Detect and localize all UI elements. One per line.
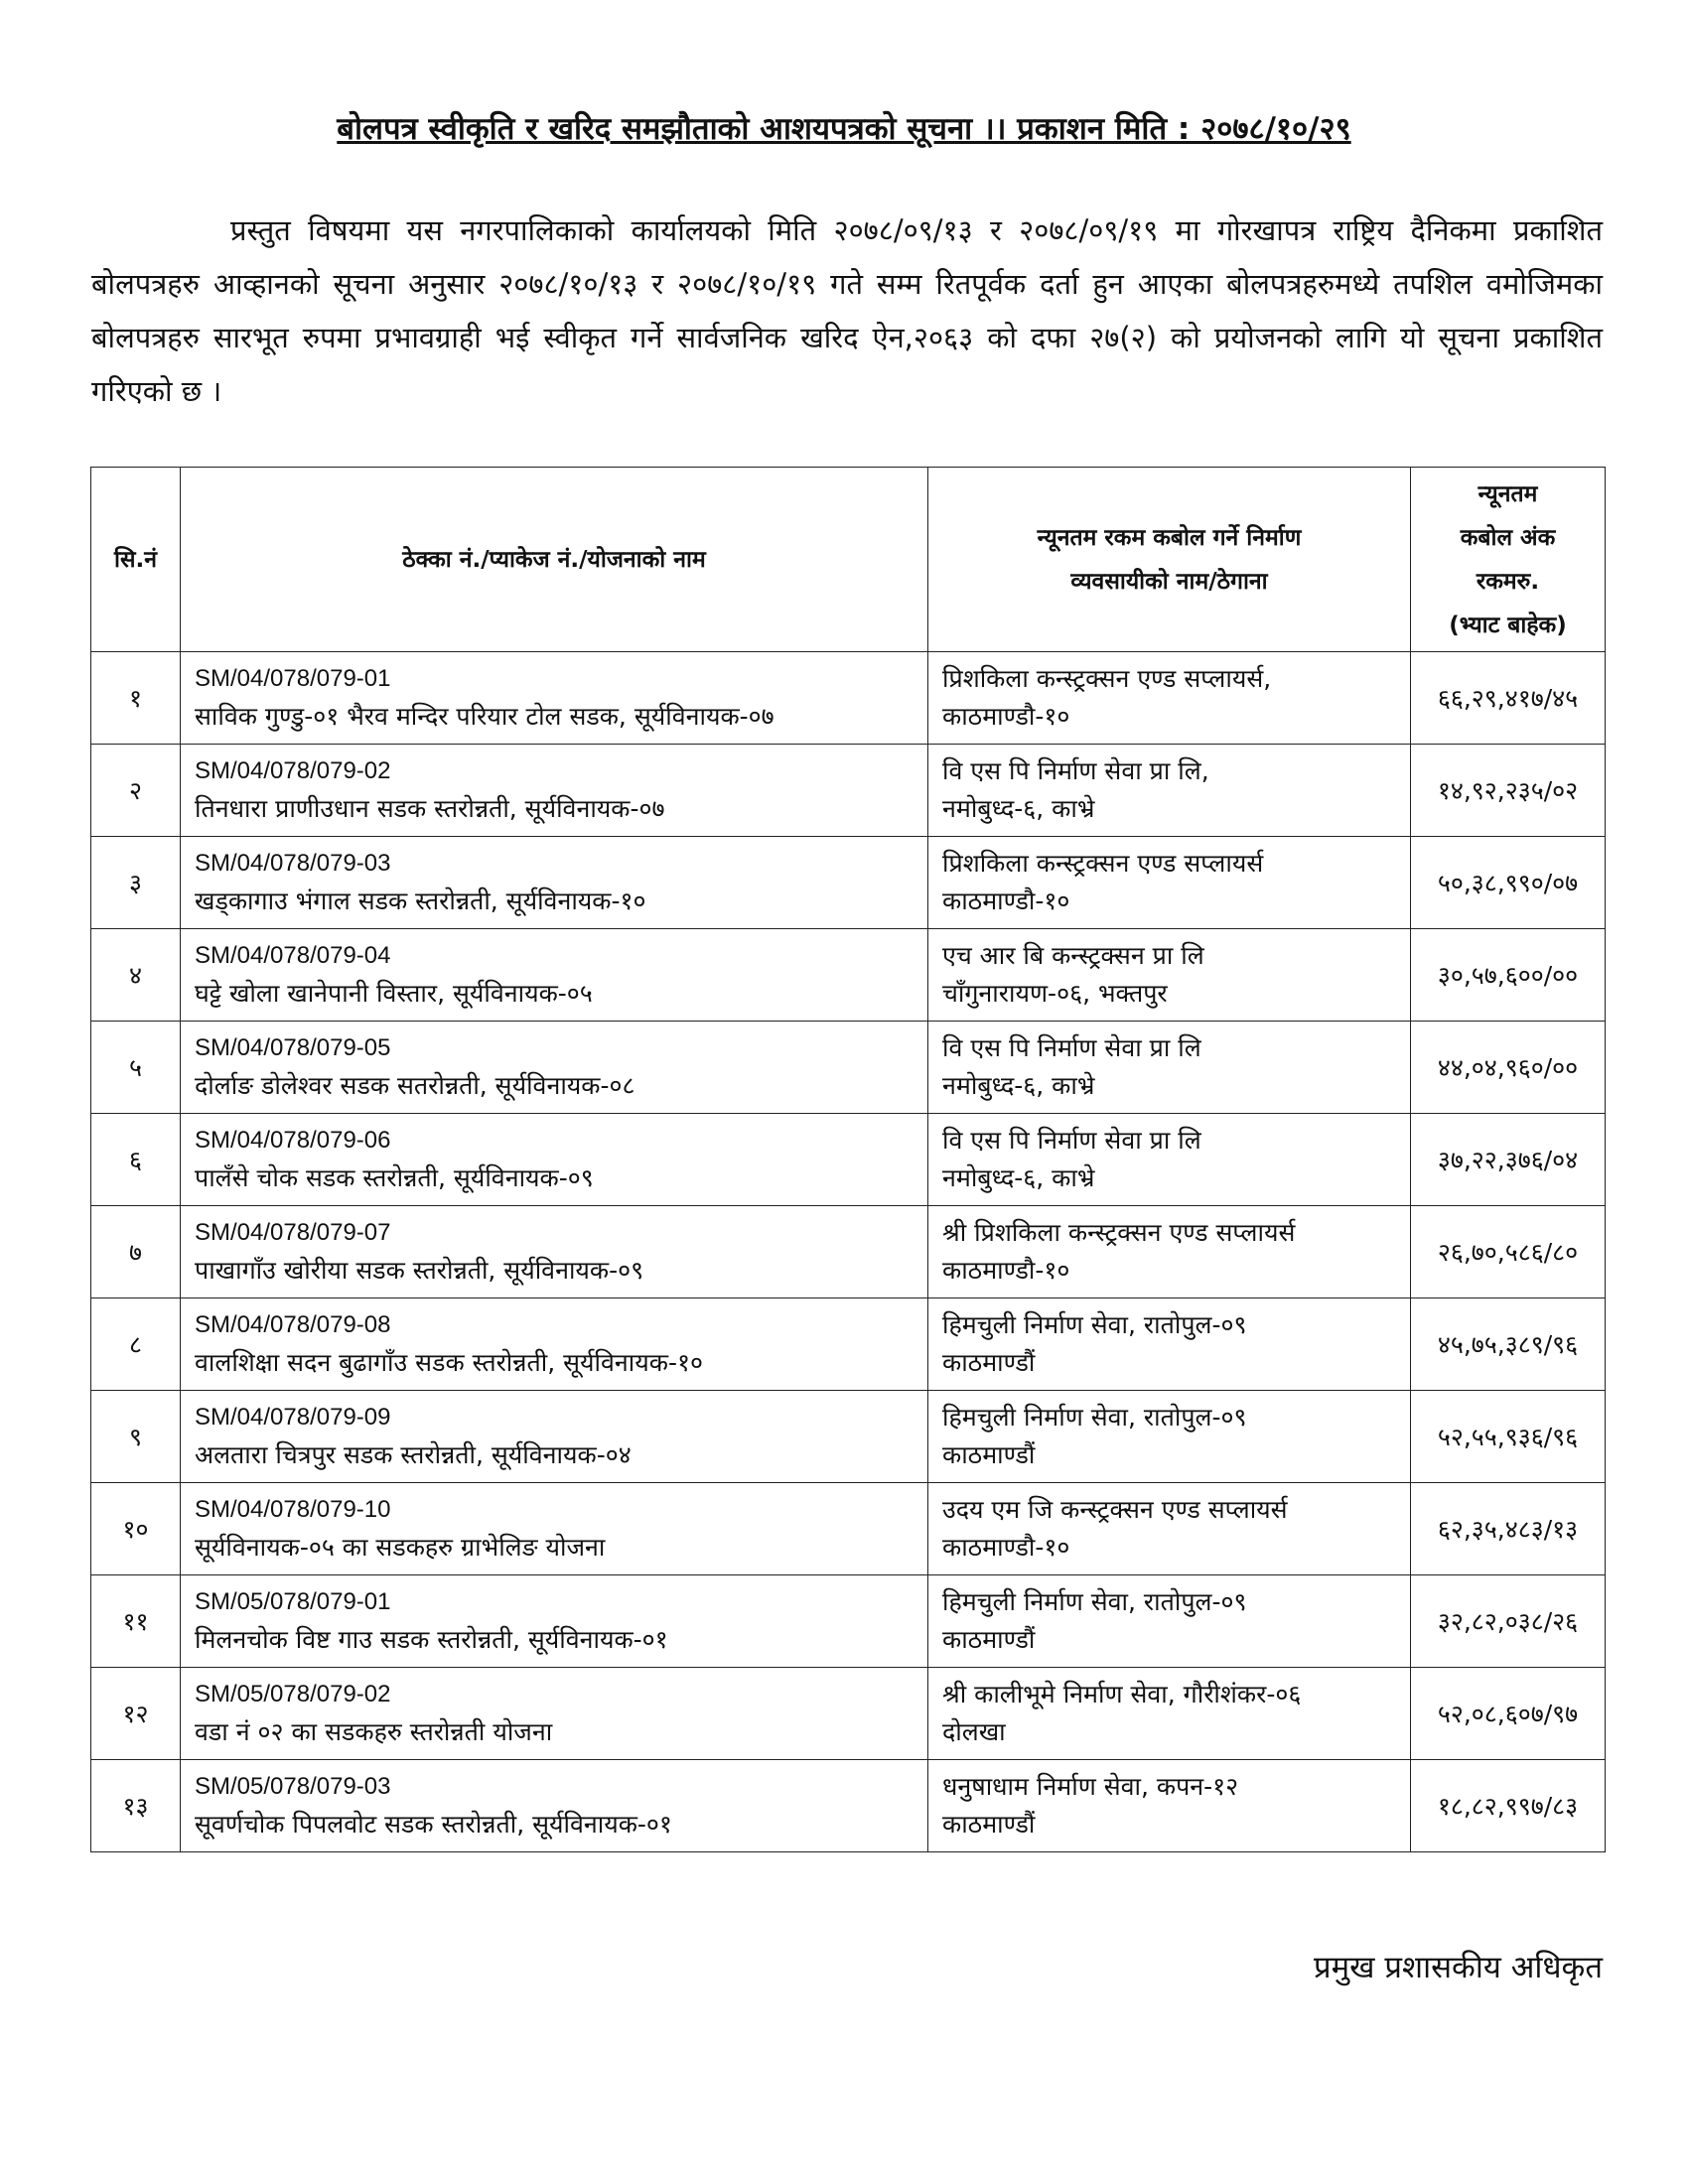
contractor-cell <box>928 929 1411 1022</box>
contractor-address: काठमाण्डौं <box>942 1440 1036 1469</box>
project-name: वडा नं ०२ का सडकहरु स्तरोन्नती योजना <box>195 1717 553 1746</box>
contractor-name: श्री प्रिशकिला कन्स्ट्रक्सन एण्ड सप्लायर्स <box>942 1218 1296 1247</box>
contract-code: SM/04/078/079-06 <box>195 1127 391 1154</box>
project-name: सूवर्णचोक पिपलवोट सडक स्तरोन्नती, सूर्यविनायक-०१ <box>195 1810 672 1839</box>
bid-amount-cell: १८,८२,९९७/८३ <box>1411 1760 1606 1852</box>
header-amount-line1: न्यूनतम <box>1477 480 1538 507</box>
bid-amount-cell: १४,९२,२३५/०२ <box>1411 745 1606 837</box>
table-row <box>91 1391 1606 1483</box>
project-name: पाखागाँउ खोरीया सडक स्तरोन्नती, सूर्यविनायक-०९ <box>195 1256 644 1285</box>
contract-code: SM/05/078/079-01 <box>195 1588 391 1615</box>
contractor-cell <box>928 837 1411 929</box>
project-name: दोर्लाङ डोलेश्वर सडक सतरोन्नती, सूर्यविनायक-०८ <box>195 1071 635 1100</box>
project-cell <box>181 652 928 745</box>
serial-number-cell: ११ <box>91 1575 181 1668</box>
table-row <box>91 1298 1606 1391</box>
header-contractor-line2: व्यवसायीको नाम/ठेगाना <box>1070 568 1268 595</box>
contractor-name: वि एस पि निर्माण सेवा प्रा लि <box>942 1126 1201 1155</box>
contract-code: SM/04/078/079-05 <box>195 1034 391 1061</box>
table-row <box>91 1575 1606 1668</box>
bid-amount-cell: ५२,०८,६०७/९७ <box>1411 1668 1606 1760</box>
project-cell <box>181 929 928 1022</box>
serial-number-cell: ७ <box>91 1206 181 1298</box>
serial-number-cell: ५ <box>91 1022 181 1114</box>
table-row <box>91 837 1606 929</box>
bid-acceptance-table <box>90 467 1606 1852</box>
serial-number-cell: १२ <box>91 1668 181 1760</box>
project-name: साविक गुण्डु-०१ भैरव मन्दिर परियार टोल सडक, सूर्यविनायक-०७ <box>195 702 774 731</box>
project-name: घट्टे खोला खानेपानी विस्तार, सूर्यविनायक-०५ <box>195 979 593 1008</box>
header-amount <box>1411 468 1606 652</box>
contractor-name: उदय एम जि कन्स्ट्रक्सन एण्ड सप्लायर्स <box>942 1495 1288 1524</box>
header-amount-line2: कबोल अंक <box>1460 524 1556 551</box>
contract-code: SM/04/078/079-03 <box>195 850 391 877</box>
header-amount-line4: (भ्याट बाहेक) <box>1449 612 1567 638</box>
contractor-cell <box>928 745 1411 837</box>
contractor-cell <box>928 652 1411 745</box>
contractor-address: नमोबुध्द-६, काभ्रे <box>942 1071 1095 1100</box>
project-name: सूर्यविनायक-०५ का सडकहरु ग्राभेलिङ योजना <box>195 1533 606 1562</box>
bid-amount-cell: ४५,७५,३८९/९६ <box>1411 1298 1606 1391</box>
serial-number-cell: १० <box>91 1483 181 1575</box>
contract-code: SM/04/078/079-10 <box>195 1496 391 1523</box>
bid-amount-cell: ६२,३५,४८३/१३ <box>1411 1483 1606 1575</box>
contractor-name: हिमचुली निर्माण सेवा, रातोपुल-०९ <box>942 1587 1247 1616</box>
serial-number-cell: १३ <box>91 1760 181 1852</box>
contractor-name: हिमचुली निर्माण सेवा, रातोपुल-०९ <box>942 1403 1247 1432</box>
project-name: खड्कागाउ भंगाल सडक स्तरोन्नती, सूर्यविनायक-१० <box>195 887 646 915</box>
project-cell <box>181 837 928 929</box>
contractor-cell <box>928 1114 1411 1206</box>
contractor-address: काठमाण्डौ-१० <box>942 1533 1070 1562</box>
signature-title: प्रमुख प्रशासकीय अधिकृत <box>1313 1950 1603 1985</box>
table-row <box>91 929 1606 1022</box>
project-name: वालशिक्षा सदन बुढागाँउ सडक स्तरोन्नती, सूर्यविनायक-१० <box>195 1348 703 1377</box>
bid-amount-cell: ३२,८२,०३८/२६ <box>1411 1575 1606 1668</box>
notice-title: बोलपत्र स्वीकृति र खरिद समझौताको आशयपत्रको सूचना ।। प्रकाशन मिति : २०७८/१०/२९ <box>337 111 1351 147</box>
contractor-address: काठमाण्डौ-१० <box>942 702 1070 731</box>
contractor-address: नमोबुध्द-६, काभ्रे <box>942 1163 1095 1192</box>
contractor-address: काठमाण्डौ-१० <box>942 1256 1070 1285</box>
bid-amount-cell: ३७,२२,३७६/०४ <box>1411 1114 1606 1206</box>
project-name: अलतारा चित्रपुर सडक स्तरोन्नती, सूर्यविनायक-०४ <box>195 1440 632 1469</box>
contract-code: SM/05/078/079-02 <box>195 1681 391 1707</box>
table-row <box>91 1114 1606 1206</box>
contractor-address: नमोबुध्द-६, काभ्रे <box>942 794 1095 823</box>
contractor-cell <box>928 1391 1411 1483</box>
project-cell <box>181 1391 928 1483</box>
contractor-address: दोलखा <box>942 1717 1006 1746</box>
table-body <box>91 652 1606 1852</box>
contractor-name: श्री कालीभूमे निर्माण सेवा, गौरीशंकर-०६ <box>942 1680 1302 1708</box>
contract-code: SM/04/078/079-08 <box>195 1311 391 1338</box>
contract-code: SM/04/078/079-07 <box>195 1219 391 1246</box>
contractor-cell <box>928 1206 1411 1298</box>
project-cell <box>181 745 928 837</box>
contractor-address: काठमाण्डौं <box>942 1348 1036 1377</box>
project-name: पालँसे चोक सडक स्तरोन्नती, सूर्यविनायक-०९ <box>195 1163 594 1192</box>
table-row <box>91 652 1606 745</box>
bid-amount-cell: ५०,३८,९९०/०७ <box>1411 837 1606 929</box>
project-cell <box>181 1206 928 1298</box>
project-cell <box>181 1575 928 1668</box>
contract-code: SM/04/078/079-09 <box>195 1404 391 1431</box>
bid-amount-cell: ६६,२९,४१७/४५ <box>1411 652 1606 745</box>
contractor-name: वि एस पि निर्माण सेवा प्रा लि <box>942 1033 1201 1062</box>
contractor-address: काठमाण्डौ-१० <box>942 887 1070 915</box>
table-row <box>91 1483 1606 1575</box>
contractor-cell <box>928 1668 1411 1760</box>
contractor-cell <box>928 1483 1411 1575</box>
serial-number-cell: ४ <box>91 929 181 1022</box>
project-cell <box>181 1298 928 1391</box>
contractor-address: काठमाण्डौं <box>942 1810 1036 1839</box>
contractor-cell <box>928 1298 1411 1391</box>
contractor-address: काठमाण्डौं <box>942 1625 1036 1654</box>
table-row <box>91 1206 1606 1298</box>
bid-amount-cell: ४४,०४,९६०/०० <box>1411 1022 1606 1114</box>
bid-amount-cell: २६,७०,५८६/८० <box>1411 1206 1606 1298</box>
contractor-name: वि एस पि निर्माण सेवा प्रा लि, <box>942 756 1209 785</box>
table-header-row <box>91 468 1606 652</box>
header-contractor <box>928 468 1411 652</box>
contractor-cell <box>928 1022 1411 1114</box>
table-row <box>91 1668 1606 1760</box>
header-project-name: ठेक्का नं./प्याकेज नं./योजनाको नाम <box>181 468 928 652</box>
contractor-name: हिमचुली निर्माण सेवा, रातोपुल-०९ <box>942 1310 1247 1339</box>
table-row <box>91 1760 1606 1852</box>
serial-number-cell: ८ <box>91 1298 181 1391</box>
contractor-name: प्रिशकिला कन्स्ट्रक्सन एण्ड सप्लायर्स <box>942 849 1264 878</box>
bid-amount-cell: ५२,५५,९३६/९६ <box>1411 1391 1606 1483</box>
contractor-name: एच आर बि कन्स्ट्रक्सन प्रा लि <box>942 941 1204 970</box>
table-row <box>91 745 1606 837</box>
header-serial-number: सि.नं <box>91 468 181 652</box>
serial-number-cell: ३ <box>91 837 181 929</box>
contract-code: SM/04/078/079-01 <box>195 665 391 692</box>
table-row <box>91 1022 1606 1114</box>
project-cell <box>181 1668 928 1760</box>
contract-code: SM/05/078/079-03 <box>195 1773 391 1800</box>
contractor-address: चाँगुनारायण-०६, भक्तपुर <box>942 979 1168 1008</box>
serial-number-cell: १ <box>91 652 181 745</box>
contract-code: SM/04/078/079-02 <box>195 757 391 784</box>
serial-number-cell: २ <box>91 745 181 837</box>
project-cell <box>181 1114 928 1206</box>
bid-amount-cell: ३०,५७,६००/०० <box>1411 929 1606 1022</box>
contractor-name: धनुषाधाम निर्माण सेवा, कपन-१२ <box>942 1772 1239 1801</box>
notice-paragraph: प्रस्तुत विषयमा यस नगरपालिकाको कार्यालयको मिति २०७८/०९/१३ र २०७८/०९/१९ मा गोरखापत्र राष्ट्रिय दैनिकमा प्रकाशित बोलपत्रहरु आव्हानको सूचना अनुसार २०७८/१०/१३ र २०७८/१०/१९ गते सम्म रितपूर्वक दर्ता हुन आएका बोलपत्रहरुमध्ये तपशिल वमोजिमका बोलपत्रहरु सारभूत रुपमा प्रभावग्राही भई स्वीकृत गर्ने सार्वजनिक खरिद ऐन,२०६३ को दफा २७(२) को प्रयोजनको लागि यो सूचना प्रकाशित गरिएको छ । <box>91 213 1603 408</box>
header-amount-line3: रकमरु. <box>1476 568 1540 595</box>
project-name: मिलनचोक विष्ट गाउ सडक स्तरोन्नती, सूर्यविनायक-०१ <box>195 1625 668 1654</box>
project-name: तिनधारा प्राणीउधान सडक स्तरोन्नती, सूर्यविनायक-०७ <box>195 794 665 823</box>
project-cell <box>181 1760 928 1852</box>
contract-code: SM/04/078/079-04 <box>195 942 391 969</box>
project-cell <box>181 1022 928 1114</box>
serial-number-cell: ६ <box>91 1114 181 1206</box>
contractor-name: प्रिशकिला कन्स्ट्रक्सन एण्ड सप्लायर्स, <box>942 664 1272 693</box>
contractor-cell <box>928 1760 1411 1852</box>
project-cell <box>181 1483 928 1575</box>
serial-number-cell: ९ <box>91 1391 181 1483</box>
contractor-cell <box>928 1575 1411 1668</box>
header-contractor-line1: न्यूनतम रकम कबोल गर्ने निर्माण <box>1037 524 1302 551</box>
